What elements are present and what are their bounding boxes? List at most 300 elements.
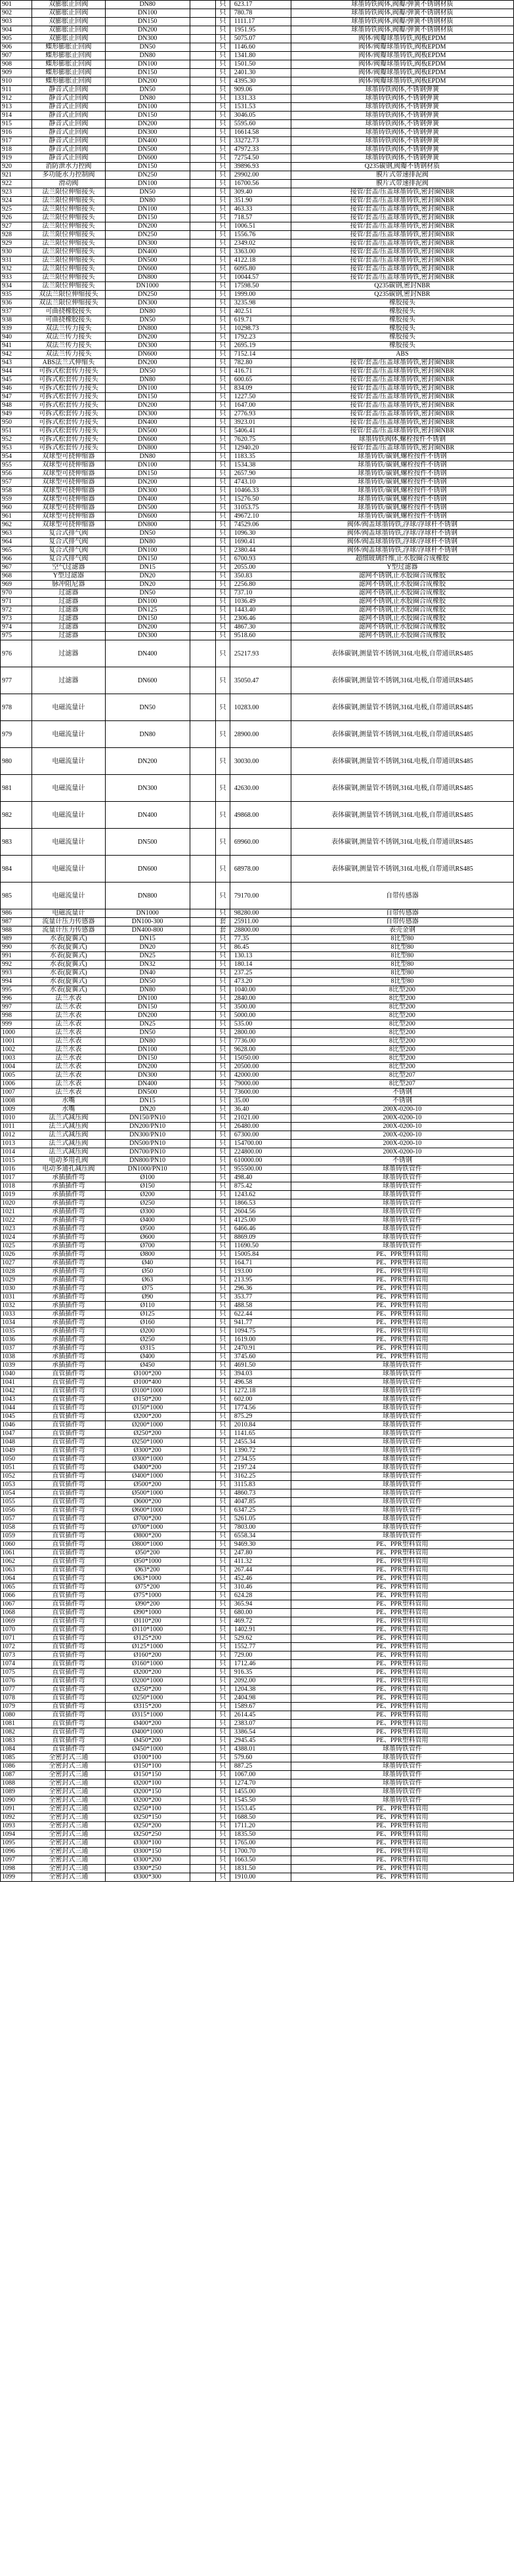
- blank-cell: [190, 120, 215, 129]
- item-name: 电磁流量计: [32, 775, 106, 802]
- price: 469.72: [230, 1617, 291, 1626]
- item-name: 直管插件弯: [32, 1396, 106, 1404]
- note: 球墨铸铁阀体,不锈钢弹簧: [291, 129, 513, 137]
- table-row: [1, 1489, 514, 1498]
- note: 球墨铸铁/碳钢,螺栓按件不锈钢: [291, 453, 513, 461]
- price: 10283.00: [230, 694, 291, 721]
- spec: DN400: [105, 248, 190, 257]
- note: 自带传感器: [291, 918, 513, 926]
- row-number: 909: [1, 69, 32, 77]
- note: PE、PPR塑料管用: [291, 1660, 513, 1669]
- item-name: 双法兰传力接头: [32, 342, 106, 350]
- spec: DN125: [105, 606, 190, 615]
- spec: DN300: [105, 239, 190, 248]
- note: PE、PPR塑料管用: [291, 1737, 513, 1745]
- table-row: [1, 1344, 514, 1353]
- table-row: [1, 1268, 514, 1276]
- table-row: [1, 1174, 514, 1182]
- price: 4691.50: [230, 1361, 291, 1370]
- row-number: 940: [1, 333, 32, 342]
- row-number: 1015: [1, 1157, 32, 1165]
- price: 350.83: [230, 572, 291, 581]
- item-name: 水表(旋翼式): [32, 944, 106, 952]
- table-row: [1, 1737, 514, 1745]
- price: 402.51: [230, 308, 291, 316]
- item-name: 直管插件弯: [32, 1643, 106, 1652]
- note: PE、PPR塑料管用: [291, 1822, 513, 1831]
- spec: Ø250: [105, 1199, 190, 1208]
- row-number: 1017: [1, 1174, 32, 1182]
- note: 接管/套盖/压盖球墨铸铁,密封圈NBR: [291, 376, 513, 384]
- row-number: 995: [1, 986, 32, 995]
- item-name: 过滤器: [32, 667, 106, 694]
- unit: 只: [216, 1541, 230, 1549]
- price: 16700.56: [230, 180, 291, 188]
- spec: DN80: [105, 52, 190, 60]
- price: 213.95: [230, 1276, 291, 1285]
- table-row: [1, 265, 514, 274]
- item-name: 承插插件弯: [32, 1268, 106, 1276]
- item-name: 蝶形膨胀止回阀: [32, 77, 106, 86]
- blank-cell: [190, 1558, 215, 1566]
- spec: DN15: [105, 935, 190, 944]
- unit: 只: [216, 1319, 230, 1327]
- price: 1006.51: [230, 222, 291, 231]
- item-name: 全密封式三通: [32, 1856, 106, 1865]
- table-row: [1, 1080, 514, 1089]
- table-row: [1, 1097, 514, 1106]
- unit: 只: [216, 944, 230, 952]
- unit: 只: [216, 222, 230, 231]
- row-number: 944: [1, 367, 32, 376]
- item-name: 过滤器: [32, 615, 106, 623]
- note: PE、PPR塑料管用: [291, 1268, 513, 1276]
- table-row: [1, 205, 514, 214]
- blank-cell: [190, 1191, 215, 1199]
- unit: 只: [216, 1669, 230, 1677]
- table-row: [1, 257, 514, 265]
- spec: Ø800: [105, 1251, 190, 1259]
- price: 834.09: [230, 384, 291, 393]
- spec: DN200: [105, 623, 190, 632]
- price: 42630.00: [230, 775, 291, 802]
- table-row: [1, 282, 514, 291]
- note: 球墨铸铁管件: [291, 1396, 513, 1404]
- spec: DN15: [105, 1097, 190, 1106]
- spec: Ø250*100: [105, 1805, 190, 1814]
- table-row: [1, 1379, 514, 1387]
- price: 680.00: [230, 1609, 291, 1617]
- table-row: [1, 926, 514, 935]
- note: 球墨铸铁管件: [291, 1361, 513, 1370]
- spec: Ø450: [105, 1361, 190, 1370]
- price: 309.40: [230, 188, 291, 197]
- note: 球墨铸铁阀体,不锈钢弹簧: [291, 112, 513, 120]
- unit: 只: [216, 589, 230, 598]
- unit: 只: [216, 1489, 230, 1498]
- price: 3046.05: [230, 112, 291, 120]
- row-number: 908: [1, 60, 32, 69]
- table-row: [1, 1089, 514, 1097]
- row-number: 1067: [1, 1600, 32, 1609]
- price-list-body: [1, 1, 514, 1882]
- unit: 只: [216, 410, 230, 419]
- price: 2092.00: [230, 1677, 291, 1686]
- table-row: [1, 1797, 514, 1805]
- unit: 只: [216, 1694, 230, 1703]
- note: 200X-0200-10: [291, 1131, 513, 1140]
- unit: 只: [216, 1191, 230, 1199]
- item-name: 电磁流量计: [32, 829, 106, 856]
- note: 球墨铸铁管件: [291, 1225, 513, 1234]
- row-number: 1064: [1, 1575, 32, 1583]
- row-number: 1012: [1, 1131, 32, 1140]
- note: 球墨铸铁阀体,阀瓣/弹簧不锈钢材质: [291, 9, 513, 18]
- price: 49672.10: [230, 512, 291, 521]
- blank-cell: [190, 512, 215, 521]
- table-row: [1, 384, 514, 393]
- price: 4047.85: [230, 1498, 291, 1506]
- blank-cell: [190, 504, 215, 512]
- unit: 只: [216, 721, 230, 748]
- row-number: 1059: [1, 1532, 32, 1541]
- note: 球墨铸铁管件: [291, 1779, 513, 1788]
- note: 8比型200: [291, 1037, 513, 1046]
- note: PE、PPR塑料管用: [291, 1344, 513, 1353]
- row-number: 1052: [1, 1472, 32, 1481]
- table-row: [1, 1677, 514, 1686]
- unit: 只: [216, 282, 230, 291]
- unit: 只: [216, 1472, 230, 1481]
- price: 452.46: [230, 1575, 291, 1583]
- item-name: 直管插件弯: [32, 1703, 106, 1711]
- row-number: 1066: [1, 1592, 32, 1600]
- item-name: 静音式止回阀: [32, 112, 106, 120]
- price: 10298.73: [230, 325, 291, 333]
- price: 875.42: [230, 1182, 291, 1191]
- row-number: 930: [1, 248, 32, 257]
- table-row: [1, 1063, 514, 1071]
- spec: Ø450*1000: [105, 1745, 190, 1754]
- note: PE、PPR塑料管用: [291, 1856, 513, 1865]
- unit: 只: [216, 1524, 230, 1532]
- row-number: 960: [1, 504, 32, 512]
- spec: DN15: [105, 564, 190, 572]
- spec: Ø700*1000: [105, 1524, 190, 1532]
- price: 74529.06: [230, 521, 291, 530]
- table-row: [1, 1396, 514, 1404]
- price: 1589.67: [230, 1703, 291, 1711]
- note: 球墨铸铁管件: [291, 1430, 513, 1438]
- spec: DN50: [105, 367, 190, 376]
- row-number: 1006: [1, 1080, 32, 1089]
- row-number: 947: [1, 393, 32, 402]
- table-row: [1, 598, 514, 606]
- price: 1545.50: [230, 1797, 291, 1805]
- table-row: [1, 1225, 514, 1234]
- spec: DN600: [105, 856, 190, 883]
- price: 67300.00: [230, 1131, 291, 1140]
- row-number: 927: [1, 222, 32, 231]
- item-name: 法兰式减压阀: [32, 1148, 106, 1157]
- unit: 只: [216, 1046, 230, 1054]
- table-row: [1, 856, 514, 883]
- note: 不锈钢: [291, 1097, 513, 1106]
- spec: DN20: [105, 572, 190, 581]
- blank-cell: [190, 1089, 215, 1097]
- blank-cell: [190, 291, 215, 299]
- note: 球墨铸铁管件: [291, 1174, 513, 1182]
- note: PE、PPR塑料管用: [291, 1285, 513, 1293]
- price: 1274.70: [230, 1779, 291, 1788]
- table-row: [1, 393, 514, 402]
- note: 球墨铸铁管件: [291, 1788, 513, 1797]
- price: 30030.00: [230, 748, 291, 775]
- note: 球墨铸铁管件: [291, 1199, 513, 1208]
- spec: DN800: [105, 274, 190, 282]
- blank-cell: [190, 333, 215, 342]
- note: 阀体/阀瓣球墨铸铁,阀板EPDM: [291, 35, 513, 43]
- price: 624.28: [230, 1592, 291, 1600]
- table-row: [1, 60, 514, 69]
- spec: DN80: [105, 721, 190, 748]
- table-row: [1, 721, 514, 748]
- unit: 只: [216, 35, 230, 43]
- spec: DN100: [105, 461, 190, 470]
- price: 73600.00: [230, 1089, 291, 1097]
- note: 接管/套盖/压盖球墨铸铁,密封圈NBR: [291, 197, 513, 205]
- unit: 只: [216, 1148, 230, 1157]
- price: 9469.30: [230, 1541, 291, 1549]
- blank-cell: [190, 205, 215, 214]
- item-name: 脉冲阻尼器: [32, 581, 106, 589]
- row-number: 1091: [1, 1805, 32, 1814]
- unit: 只: [216, 1054, 230, 1063]
- row-number: 966: [1, 555, 32, 564]
- note: 球墨铸铁/碳钢,螺栓按件不锈钢: [291, 487, 513, 495]
- item-name: 承插插件弯: [32, 1242, 106, 1251]
- blank-cell: [190, 1524, 215, 1532]
- spec: Ø100: [105, 1174, 190, 1182]
- table-row: [1, 35, 514, 43]
- price: 1553.45: [230, 1805, 291, 1814]
- row-number: 1049: [1, 1447, 32, 1455]
- table-row: [1, 1771, 514, 1779]
- spec: Ø150*200: [105, 1396, 190, 1404]
- note: 阀体/阀瓣球墨铸铁,阀板EPDM: [291, 52, 513, 60]
- unit: 只: [216, 1652, 230, 1660]
- spec: DN300/PN10: [105, 1131, 190, 1140]
- blank-cell: [190, 112, 215, 120]
- note: 8比型200: [291, 1029, 513, 1037]
- spec: Ø63*200: [105, 1566, 190, 1575]
- table-row: [1, 1583, 514, 1592]
- unit: 只: [216, 748, 230, 775]
- item-name: 直管插件弯: [32, 1515, 106, 1524]
- item-name: 承插插件弯: [32, 1336, 106, 1344]
- row-number: 1060: [1, 1541, 32, 1549]
- blank-cell: [190, 1046, 215, 1054]
- item-name: 法兰限位伸缩接头: [32, 231, 106, 239]
- price: 4388.01: [230, 1745, 291, 1754]
- item-name: 双球型可挠伸缩器: [32, 478, 106, 487]
- price: 1146.60: [230, 43, 291, 52]
- spec: DN100: [105, 995, 190, 1003]
- spec: Ø300*150: [105, 1848, 190, 1856]
- unit: 只: [216, 214, 230, 222]
- unit: 只: [216, 1703, 230, 1711]
- price: 488.58: [230, 1302, 291, 1310]
- note: 球墨铸铁阀体,不锈钢弹簧: [291, 103, 513, 112]
- table-row: [1, 1711, 514, 1720]
- spec: Ø300*1000: [105, 1455, 190, 1464]
- note: 自带传感器: [291, 883, 513, 909]
- blank-cell: [190, 640, 215, 667]
- item-name: 法兰限位伸缩接头: [32, 222, 106, 231]
- spec: DN150: [105, 1054, 190, 1063]
- table-row: [1, 623, 514, 632]
- price: 2055.00: [230, 564, 291, 572]
- item-name: 承插插件弯: [32, 1259, 106, 1268]
- blank-cell: [190, 1481, 215, 1489]
- blank-cell: [190, 589, 215, 598]
- item-name: 承插插件弯: [32, 1310, 106, 1319]
- table-row: [1, 1012, 514, 1020]
- note: 阀体/阀瓣球墨铸铁,阀板EPDM: [291, 77, 513, 86]
- row-number: 1080: [1, 1711, 32, 1720]
- unit: 只: [216, 274, 230, 282]
- unit: 只: [216, 1208, 230, 1216]
- unit: 只: [216, 995, 230, 1003]
- unit: 只: [216, 1157, 230, 1165]
- spec: DN100-300: [105, 918, 190, 926]
- row-number: 1098: [1, 1865, 32, 1873]
- unit: 只: [216, 1549, 230, 1558]
- table-row: [1, 239, 514, 248]
- table-row: [1, 512, 514, 521]
- table-row: [1, 1293, 514, 1302]
- price: 2383.07: [230, 1720, 291, 1728]
- row-number: 987: [1, 918, 32, 926]
- row-number: 1090: [1, 1797, 32, 1805]
- unit: 只: [216, 18, 230, 26]
- spec: Ø450*200: [105, 1737, 190, 1745]
- price: 394.03: [230, 1370, 291, 1379]
- spec: DN250: [105, 291, 190, 299]
- item-name: 法兰限位伸缩接头: [32, 248, 106, 257]
- blank-cell: [190, 1549, 215, 1558]
- spec: Ø200*200: [105, 1669, 190, 1677]
- unit: 只: [216, 239, 230, 248]
- item-name: 双球型可挠伸缩器: [32, 461, 106, 470]
- spec: DN250: [105, 171, 190, 180]
- row-number: 1005: [1, 1071, 32, 1080]
- note: 球墨铸铁管件: [291, 1524, 513, 1532]
- unit: 只: [216, 961, 230, 969]
- row-number: 954: [1, 453, 32, 461]
- price: 2380.44: [230, 547, 291, 555]
- price: 2734.55: [230, 1455, 291, 1464]
- price: 473.20: [230, 978, 291, 986]
- blank-cell: [190, 1609, 215, 1617]
- table-row: [1, 1455, 514, 1464]
- blank-cell: [190, 1720, 215, 1728]
- price: 619.71: [230, 316, 291, 325]
- note: 接管/套盖/压盖球墨铸铁,密封圈NBR: [291, 274, 513, 282]
- note: 滤网不锈钢,止水胶圈合成橡胶: [291, 606, 513, 615]
- price: 5261.05: [230, 1515, 291, 1524]
- blank-cell: [190, 856, 215, 883]
- note: PE、PPR塑料管用: [291, 1609, 513, 1617]
- spec: Ø300*100: [105, 1839, 190, 1848]
- price: 12940.20: [230, 444, 291, 453]
- row-number: 989: [1, 935, 32, 944]
- note: 8比型207: [291, 1080, 513, 1089]
- unit: 只: [216, 1379, 230, 1387]
- price: 2800.00: [230, 1029, 291, 1037]
- spec: Ø160*1000: [105, 1660, 190, 1669]
- table-row: [1, 69, 514, 77]
- table-row: [1, 94, 514, 103]
- note: PE、PPR塑料管用: [291, 1319, 513, 1327]
- unit: 只: [216, 1, 230, 9]
- table-row: [1, 197, 514, 205]
- row-number: 1084: [1, 1745, 32, 1754]
- item-name: 可拆式松套传力接头: [32, 384, 106, 393]
- price: 98280.00: [230, 909, 291, 918]
- unit: 只: [216, 1532, 230, 1541]
- table-row: [1, 1686, 514, 1694]
- row-number: 1069: [1, 1617, 32, 1626]
- row-number: 928: [1, 231, 32, 239]
- unit: 只: [216, 1182, 230, 1191]
- price: 86.45: [230, 944, 291, 952]
- unit: 只: [216, 444, 230, 453]
- item-name: 承插插件弯: [32, 1293, 106, 1302]
- blank-cell: [190, 1754, 215, 1762]
- table-row: [1, 1728, 514, 1737]
- unit: 只: [216, 1771, 230, 1779]
- unit: 只: [216, 1848, 230, 1856]
- blank-cell: [190, 1839, 215, 1848]
- unit: 只: [216, 1481, 230, 1489]
- row-number: 961: [1, 512, 32, 521]
- spec: DN100: [105, 1046, 190, 1054]
- unit: 只: [216, 308, 230, 316]
- spec: Ø100*1000: [105, 1387, 190, 1396]
- unit: 只: [216, 402, 230, 410]
- unit: 只: [216, 1686, 230, 1694]
- item-name: 法兰限位伸缩接头: [32, 188, 106, 197]
- price: 3386.54: [230, 1728, 291, 1737]
- item-name: 直管插件弯: [32, 1626, 106, 1634]
- spec: Ø300: [105, 1208, 190, 1216]
- table-row: [1, 1131, 514, 1140]
- blank-cell: [190, 721, 215, 748]
- table-row: [1, 1506, 514, 1515]
- price: 1663.50: [230, 1856, 291, 1865]
- unit: 只: [216, 461, 230, 470]
- price: 154700.00: [230, 1140, 291, 1148]
- table-row: [1, 1148, 514, 1157]
- unit: 只: [216, 495, 230, 504]
- table-row: [1, 419, 514, 427]
- item-name: 直管插件弯: [32, 1532, 106, 1541]
- row-number: 1056: [1, 1506, 32, 1515]
- note: 球墨铸铁管件: [291, 1379, 513, 1387]
- row-number: 1061: [1, 1549, 32, 1558]
- table-row: [1, 1524, 514, 1532]
